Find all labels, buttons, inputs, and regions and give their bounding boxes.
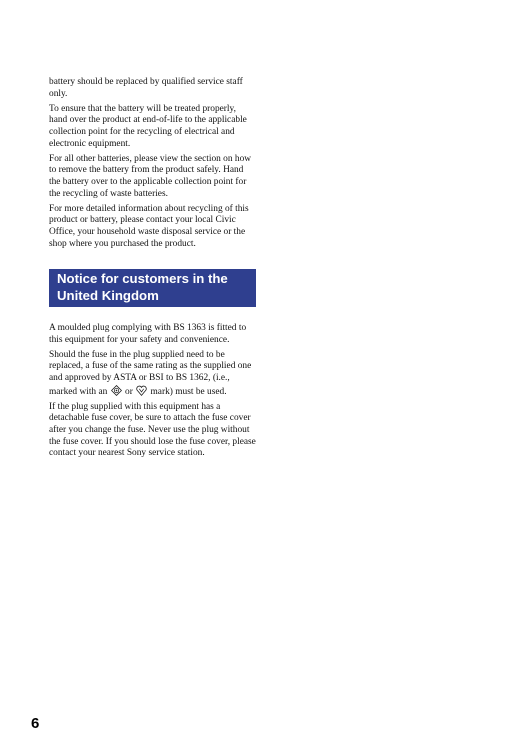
uk-notice-heading [49,269,256,307]
paragraph-recycling-info: For more detailed information about recycling of this product or battery, please contact your local Civic Office, your household waste disposal service or the shop where you purchased the product. [49,203,249,249]
paragraph-moulded-plug: A moulded plug complying with BS 1363 is fitted to this equipment for your safety and convenience. [49,323,247,345]
paragraph-other-batteries: For all other batteries, please view the section on how to remove the battery from the product safely. Hand the battery over to the applicable collection point for the recycling of waste batteries. [49,153,252,199]
bsi-kitemark-icon [136,385,147,396]
text-column [49,77,256,463]
paragraph-end-of-life: To ensure that the battery will be treated properly, hand over the product at end-of-life to the applicable collection point for the recycling of electrical and electronic equipment. [49,103,247,149]
paragraph-fuse-replacement [49,350,256,398]
fuse-text-after: mark) must be used. [150,386,227,397]
paragraph-battery-replacement: battery should be replaced by qualified service staff only. [49,77,243,99]
fuse-text-before: Should the fuse in the plug supplied need to be replaced, a fuse of the same rating as the supplied one and approved by ASTA or BSI to BS 1362, (i.e., marked with an [49,349,252,397]
page-number: 6 [31,715,40,732]
fuse-text-or: or [125,386,133,397]
asta-mark-icon [111,385,122,396]
paragraph-fuse-cover: If the plug supplied with this equipment has a detachable fuse cover, be sure to attach the fuse cover after you change the fuse. Never use the plug without the fuse cover. If you should lose the fuse cover, please contact your nearest Sony service station. [49,401,256,459]
uk-notice-heading-text: Notice for customers in the United Kingdom [57,271,228,303]
